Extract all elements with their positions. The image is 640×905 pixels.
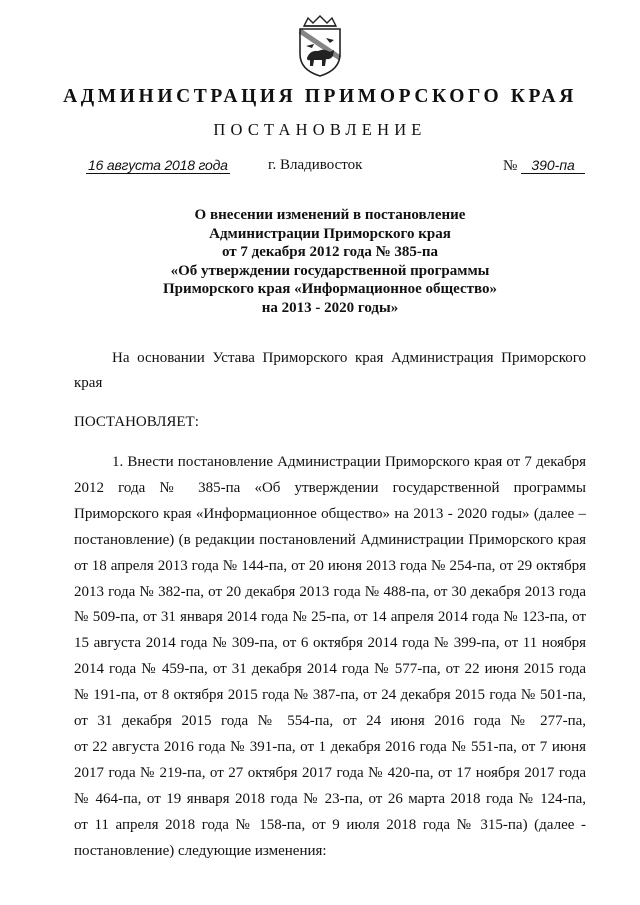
title-line: от 7 декабря 2012 года № 385-па — [221, 244, 439, 260]
body-line: 2017 года № 219-па, от 27 октября 2017 года № 420-па, от 17 ноября 2017 года — [74, 764, 586, 781]
body-line: № 191-па, от 8 октября 2015 года № 387-па, от 24 декабря 2015 года № 501-па, — [74, 687, 586, 704]
document-type: ПОСТАНОВЛЕНИЕ — [213, 120, 427, 139]
body-line: постановление) (в редакции постановлений Администрации Приморского края — [74, 531, 586, 548]
document-city: г. Владивосток — [268, 157, 363, 173]
body-line: 2014 года № 459-па, от 31 декабря 2014 года № 577-па, от 22 июня 2015 года — [74, 661, 586, 678]
date-value: 16 августа 2018 года — [88, 157, 228, 173]
title-line: Приморского края «Информационное общество» — [162, 281, 498, 297]
body-line: от 22 августа 2016 года № 391-па, от 1 декабря 2016 года № 551-па, от 7 июня — [74, 738, 586, 755]
title-line: «Об утверждении государственной программы — [170, 262, 490, 279]
body-line: № 464-па, от 19 января 2018 года № 23-па, от 26 марта 2018 года № 124-па, — [74, 790, 586, 807]
resolves-heading: ПОСТАНОВЛЯЕТ: — [74, 414, 199, 430]
number-value: 390-па — [521, 157, 585, 174]
body-line: постановление) следующие изменения: — [74, 842, 327, 859]
body-line: 2013 года № 382-па, от 20 декабря 2013 года № 488-па, от 30 декабря 2013 года — [74, 583, 586, 600]
body-line: № 509-па, от 31 января 2014 года № 25-па, от 14 апреля 2014 года № 123-па, от — [74, 609, 586, 626]
body-line: 2012 года № 385-па «Об утверждении государственной программы — [74, 479, 586, 496]
document-title — [100, 206, 560, 317]
organization-title: АДМИНИСТРАЦИЯ ПРИМОРСКОГО КРАЯ — [63, 86, 577, 107]
body-line: от 31 декабря 2015 года № 554-па, от 24 июня 2016 года № 277-па, — [74, 713, 586, 730]
basis-paragraph — [74, 346, 586, 396]
document-number — [503, 157, 585, 175]
body-line: Приморского края «Информационное общество» на 2013 - 2020 годы» (далее – — [74, 505, 586, 522]
body-line: 15 августа 2014 года № 309-па, от 6 октября 2014 года № 399-па, от 11 ноября — [74, 635, 586, 652]
basis-line: края — [74, 375, 103, 391]
basis-line: На основании Устава Приморского края Администрация Приморского — [112, 350, 586, 366]
body-line: от 18 апреля 2013 года № 144-па, от 20 июня 2013 года № 254-па, от 29 октября — [74, 557, 586, 574]
title-line: на 2013 - 2020 годы» — [261, 299, 399, 316]
document-date — [86, 157, 230, 173]
number-label: № — [503, 158, 518, 174]
title-line: Администрации Приморского края — [209, 225, 451, 242]
body-line: от 11 апреля 2018 года № 158-па, от 9 июля 2018 года № 315-па) (далее - — [74, 816, 586, 833]
body-line: 1. Внести постановление Администрации Приморского края от 7 декабря — [112, 454, 586, 470]
coat-of-arms-icon — [290, 14, 350, 78]
body-paragraph — [74, 450, 586, 865]
title-line: О внесении изменений в постановление — [194, 207, 466, 223]
